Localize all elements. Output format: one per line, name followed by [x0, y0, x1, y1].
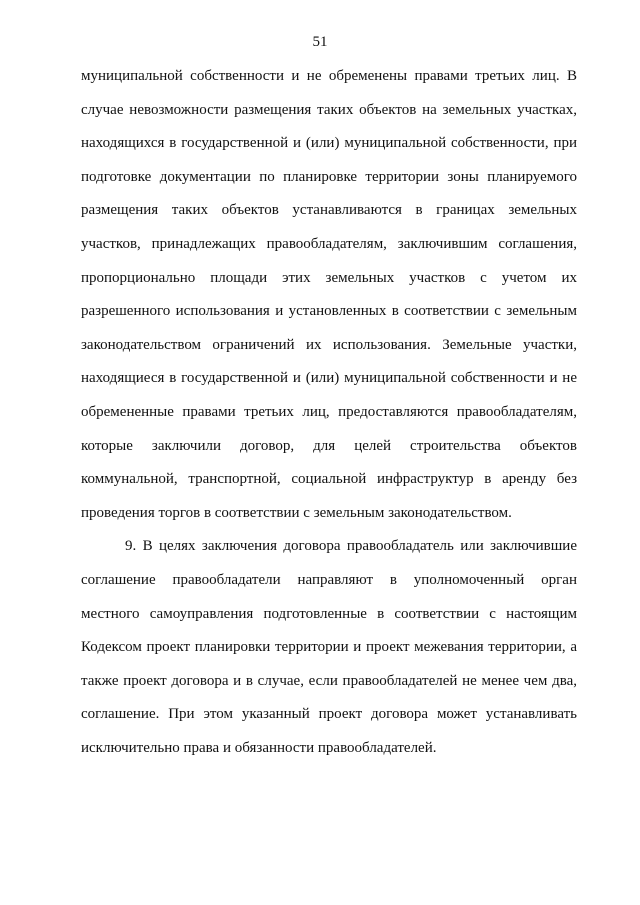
- text-line: пропорционально площади этих земельных участков с учетом их: [81, 269, 577, 286]
- text-line: 9. В целях заключения договора правообладатель или заключившие: [125, 538, 577, 555]
- text-line: обремененные правами третьих лиц, предоставляются правообладателям,: [81, 403, 577, 420]
- paragraph-2: [81, 530, 577, 765]
- text-line: размещения таких объектов устанавливаются в границах земельных: [81, 202, 577, 219]
- text-line: соглашение правообладатели направляют в уполномоченный орган: [81, 571, 577, 588]
- body-text: [81, 60, 577, 765]
- text-line: местного самоуправления подготовленные в соответствии с настоящим: [81, 605, 577, 622]
- text-line: которые заключили договор, для целей строительства объектов: [81, 437, 577, 454]
- text-line: участков, принадлежащих правообладателям, заключившим соглашения,: [81, 235, 577, 252]
- text-line: подготовке документации по планировке территории зоны планируемого: [81, 168, 577, 185]
- text-line: также проект договора и в случае, если правообладателей не менее чем два,: [81, 672, 577, 689]
- text-line: коммунальной, транспортной, социальной инфраструктур в аренду без: [81, 471, 577, 488]
- page-number: 51: [312, 34, 328, 50]
- text-line: соглашение. При этом указанный проект договора может устанавливать: [81, 706, 577, 723]
- text-line: разрешенного использования и установленных в соответствии с земельным: [81, 303, 577, 320]
- text-line: законодательством ограничений их использования. Земельные участки,: [81, 336, 577, 353]
- paragraph-1: [81, 60, 577, 530]
- text-line: муниципальной собственности и не обременены правами третьих лиц. В: [81, 68, 577, 84]
- text-line: исключительно права и обязанности правообладателей.: [81, 739, 437, 756]
- text-line: находящиеся в государственной и (или) муниципальной собственности и не: [81, 370, 577, 387]
- text-line: случае невозможности размещения таких объектов на земельных участках,: [81, 101, 577, 118]
- text-line: проведения торгов в соответствии с земельным законодательством.: [81, 504, 512, 521]
- text-line: находящихся в государственной и (или) муниципальной собственности, при: [81, 135, 577, 152]
- text-line: Кодексом проект планировки территории и проект межевания территории, а: [81, 639, 577, 656]
